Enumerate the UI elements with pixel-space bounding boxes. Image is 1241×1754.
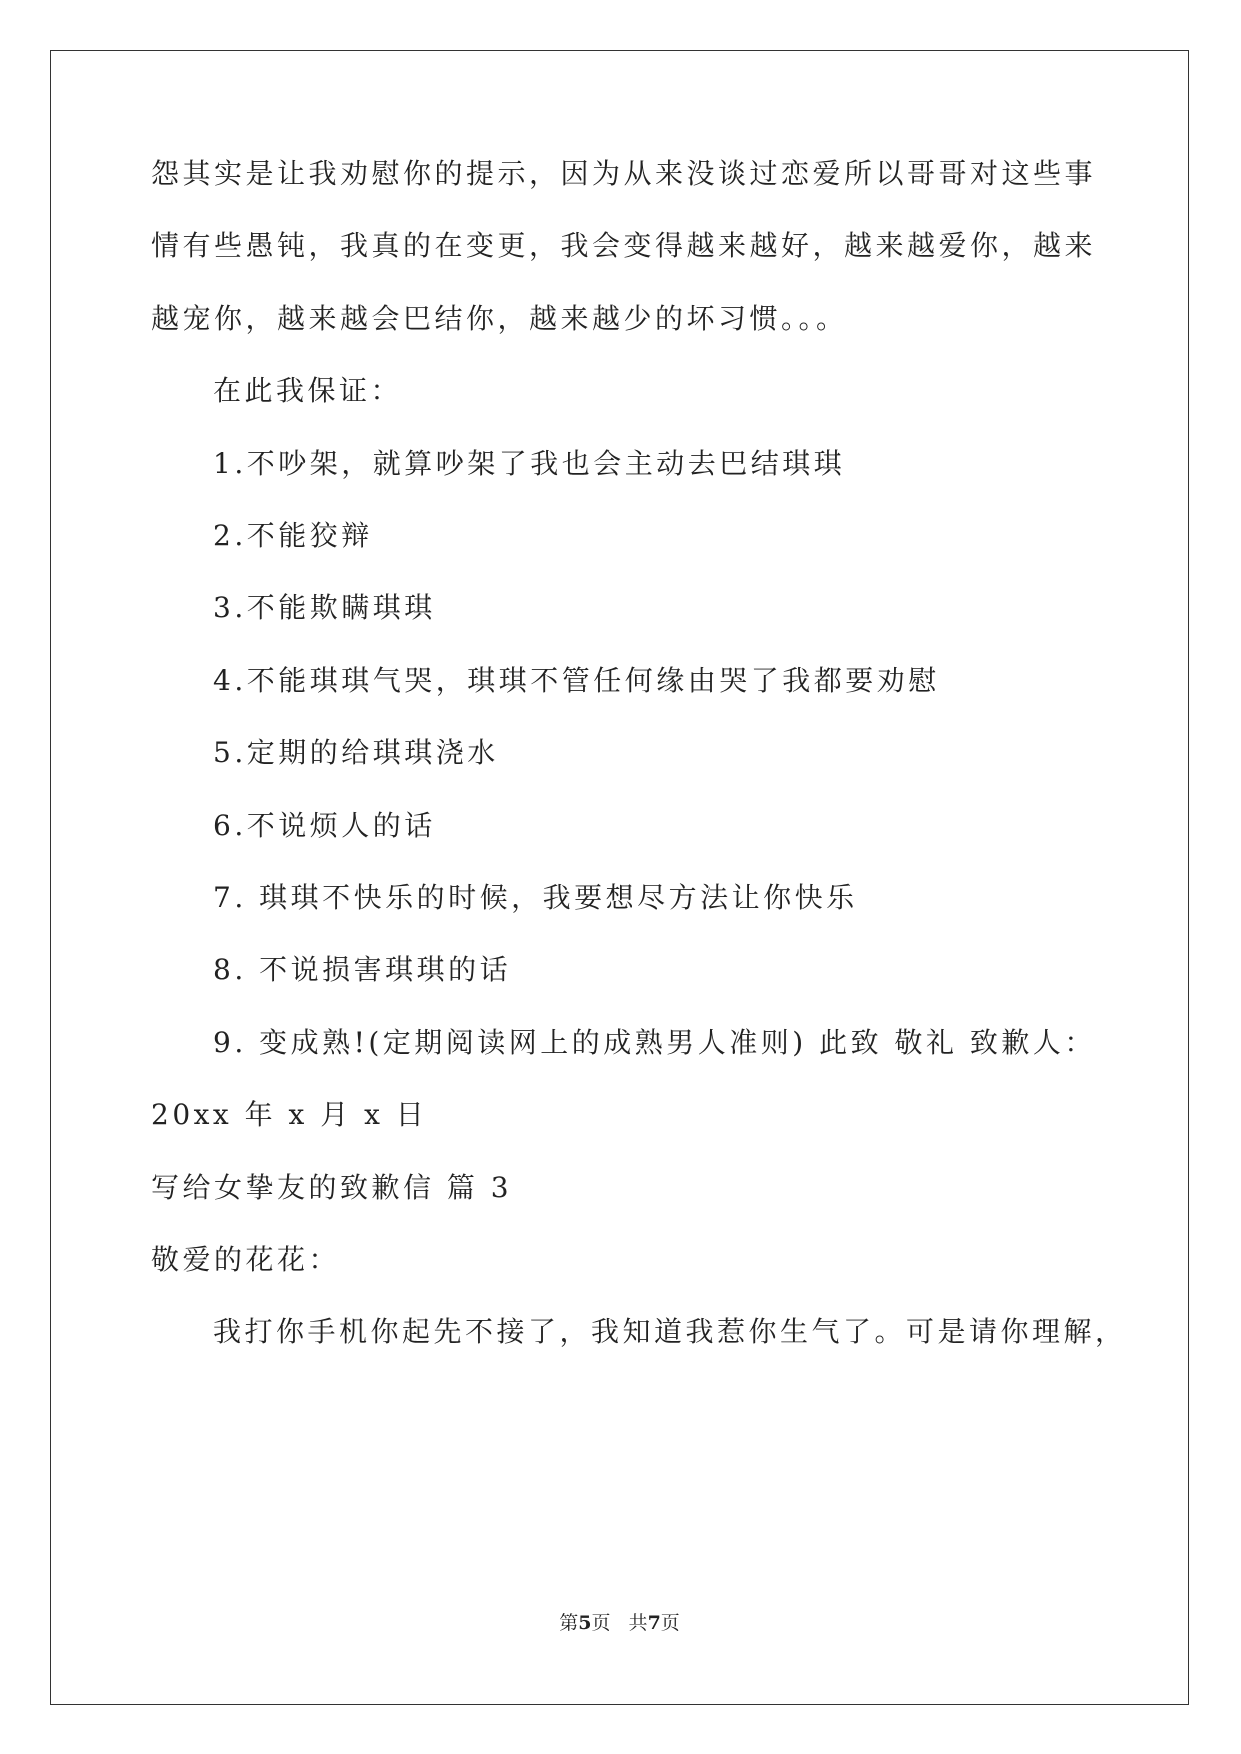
- list-item: 8. 不说损害琪琪的话: [213, 953, 512, 986]
- list-item: 5.定期的给琪琪浇水: [213, 736, 499, 769]
- total-page-number: 7: [647, 1612, 661, 1634]
- text-line: 我打你手机你起先不接了，我知道我惹你生气了。可是请你理解，: [213, 1315, 1127, 1348]
- document-page: [50, 50, 1189, 1705]
- section-title: 写给女挚友的致歉信 篇 3: [151, 1171, 513, 1204]
- list-item: 7. 琪琪不快乐的时候，我要想尽方法让你快乐: [213, 881, 858, 914]
- footer-middle: 页 共: [591, 1612, 648, 1634]
- list-item: 9. 变成熟!(定期阅读网上的成熟男人准则) 此致 敬礼 致歉人：: [213, 1026, 1096, 1059]
- list-item: 6.不说烦人的话: [213, 809, 436, 842]
- text-line: 在此我保证：: [213, 374, 403, 407]
- list-item: 4.不能琪琪气哭，琪琪不管任何缘由哭了我都要劝慰: [213, 664, 940, 697]
- footer-prefix: 第: [559, 1612, 579, 1634]
- page-footer: [51, 1608, 1188, 1635]
- list-item: 1.不吵架，就算吵架了我也会主动去巴结琪琪: [213, 447, 846, 480]
- text-line: 越宠你，越来越会巴结你，越来越少的坏习惯。。。: [151, 302, 848, 335]
- date-line: 20xx 年 x 月 x 日: [151, 1098, 428, 1131]
- text-line: 情有些愚钝，我真的在变更，我会变得越来越好，越来越爱你，越来: [151, 229, 1097, 262]
- footer-suffix: 页: [660, 1612, 680, 1634]
- list-item: 3.不能欺瞒琪琪: [213, 591, 436, 624]
- list-item: 2.不能狡辩: [213, 519, 373, 552]
- current-page-number: 5: [578, 1612, 592, 1634]
- text-line: 怨其实是让我劝慰你的提示，因为从来没谈过恋爱所以哥哥对这些事: [151, 157, 1097, 190]
- salutation: 敬爱的花花：: [151, 1243, 341, 1276]
